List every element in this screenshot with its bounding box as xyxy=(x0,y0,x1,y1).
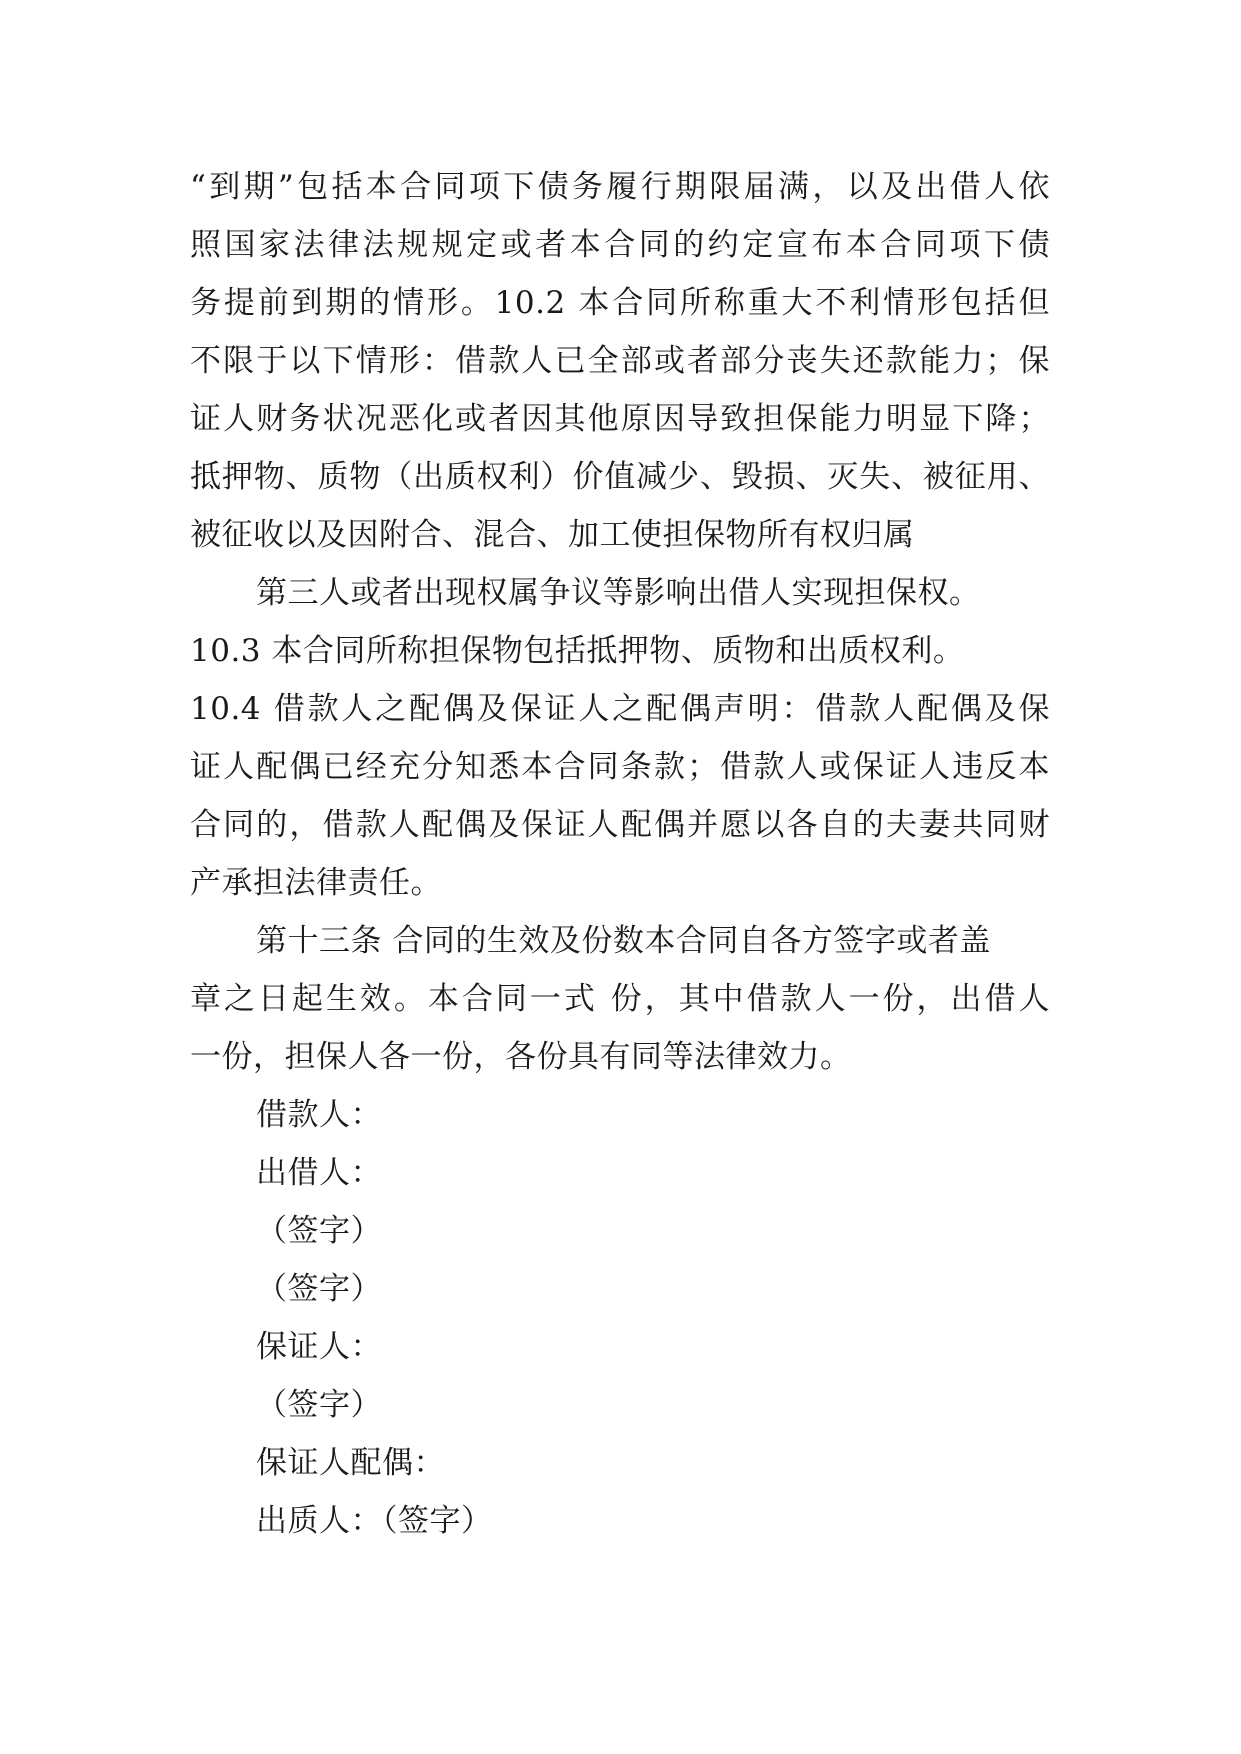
guarantor-spouse-signature-label: 保证人配偶： xyxy=(256,1445,445,1481)
text-line: 证人财务状况恶化或者因其他原因导致担保能力明显下降； xyxy=(190,401,1050,437)
pledgor-signature-label: 出质人：（签字） xyxy=(256,1503,493,1539)
article-13-heading-line: 第十三条 合同的生效及份数本合同自各方签字或者盖 xyxy=(256,923,991,959)
lender-signature-label: 出借人： xyxy=(256,1155,382,1191)
signature-note: （签字） xyxy=(256,1387,382,1423)
text-line: 务提前到期的情形。10.2 本合同所称重大不利情形包括但 xyxy=(190,285,1050,321)
signature-note: （签字） xyxy=(256,1271,382,1307)
text-line: 10.4 借款人之配偶及保证人之配偶声明：借款人配偶及保 xyxy=(190,691,1050,727)
text-line: 10.3 本合同所称担保物包括抵押物、质物和出质权利。 xyxy=(190,633,965,669)
text-line: 第三人或者出现权属争议等影响出借人实现担保权。 xyxy=(256,575,981,611)
text-line: 证人配偶已经充分知悉本合同条款；借款人或保证人违反本 xyxy=(190,749,1050,785)
text-line: 被征收以及因附合、混合、加工使担保物所有权归属 xyxy=(190,517,915,553)
text-line: 章之日起生效。本合同一式 份，其中借款人一份，出借人 xyxy=(190,981,1050,1017)
contract-text xyxy=(190,158,1050,1550)
borrower-signature-label: 借款人： xyxy=(256,1097,382,1133)
text-line: 抵押物、质物（出质权利）价值减少、毁损、灭失、被征用、 xyxy=(190,459,1050,495)
text-line: 不限于以下情形：借款人已全部或者部分丧失还款能力；保 xyxy=(190,343,1050,379)
text-line: “到期”包括本合同项下债务履行期限届满，以及出借人依 xyxy=(190,169,1050,205)
text-line: 产承担法律责任。 xyxy=(190,865,442,901)
guarantor-signature-label: 保证人： xyxy=(256,1329,382,1365)
signature-note: （签字） xyxy=(256,1213,382,1249)
text-line: 一份，担保人各一份，各份具有同等法律效力。 xyxy=(190,1039,852,1075)
text-line: 合同的，借款人配偶及保证人配偶并愿以各自的夫妻共同财 xyxy=(190,807,1050,843)
text-line: 照国家法律法规规定或者本合同的约定宣布本合同项下债 xyxy=(190,227,1050,263)
